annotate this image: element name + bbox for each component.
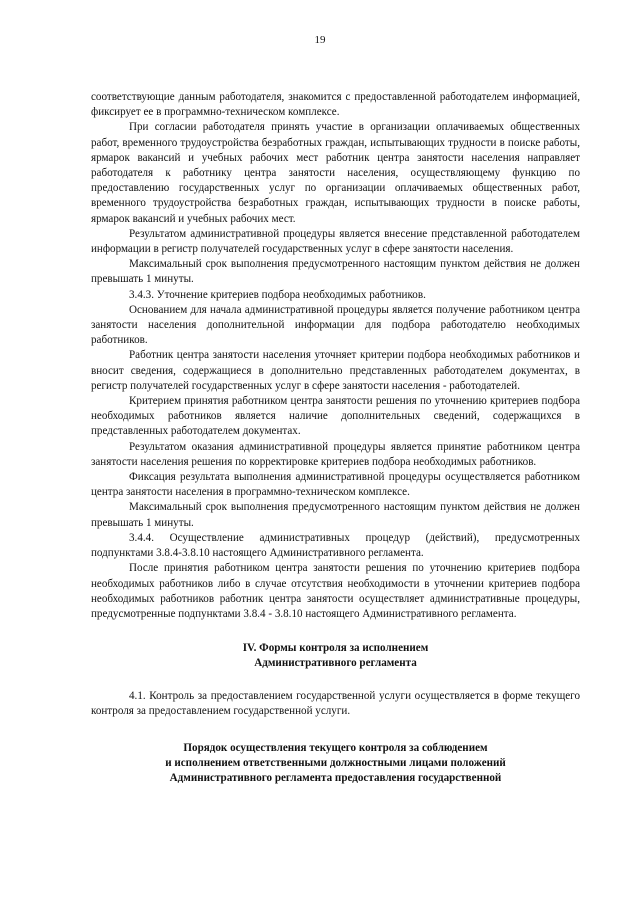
paragraph: После принятия работником центра занятости решения по уточнению критериев подбора необходимых работников либо в случае отсутствия необходимости в уточнении критериев подбора необходимых работников работник центра занятости осуществляет административные процедуры, предусмотренные подпунктами 3.8.4 - 3.8.10 настоящего Административного регламента. <box>91 562 580 620</box>
paragraph: 3.4.4. Осуществление административных процедур (действий), предусмотренных подпунктами 3.8.4-3.8.10 настоящего Административного регламента. <box>91 531 580 560</box>
paragraph: Фиксация результата выполнения административной процедуры осуществляется работником центра занятости населения в программно-техническом комплексе. <box>91 471 580 499</box>
subsection-heading-line: Административного регламента предоставления государственной <box>169 772 502 785</box>
paragraph-4-1: 4.1. Контроль за предоставлением государственной услуги осуществляется в форме текущего контроля за предоставлением государственной услуги. <box>91 689 580 717</box>
page-number: 19 <box>314 34 326 46</box>
paragraph: Результатом оказания административной процедуры является принятие работником центра занятости населения решения по корректировке критериев подбора необходимых работников. <box>91 440 580 468</box>
paragraph: соответствующие данным работодателя, знакомится с предоставленной работодателем информацией, фиксирует ее в программно-техническом комплексе. <box>91 91 580 119</box>
section-heading <box>91 641 580 671</box>
paragraph: При согласии работодателя принять участие в организации оплачиваемых общественных работ, временного трудоустройства безработных граждан, испытывающих трудности в поиске работы, ярмарок вакансий и учебных рабочих мест работник центра занятости населения направляет работодателя к работнику центра занятости населения, осуществляющему функцию по предоставлению государственных услуг по организации оплачиваемых общественных работ, временного трудоустройства безработных граждан, испытывающих трудности в поиске работы, ярмарок вакансий и учебных рабочих мест. <box>91 121 580 225</box>
paragraph: Критерием принятия работником центра занятости решения по уточнению критериев подбора необходимых работников является наличие дополнительных сведений, содержащихся в представленных работодателем документах. <box>91 395 580 438</box>
document-body <box>91 90 580 787</box>
paragraph: Максимальный срок выполнения предусмотренного настоящим пунктом действия не должен превышать 1 минуты. <box>91 501 580 529</box>
subsection-heading-line: Порядок осуществления текущего контроля за соблюдением <box>183 741 488 754</box>
paragraph-group <box>91 90 580 622</box>
paragraph: 3.4.3. Уточнение критериев подбора необходимых работников. <box>129 288 426 301</box>
paragraph: Работник центра занятости населения уточняет критерии подбора необходимых работников и вносит сведения, содержащиеся в дополнительно представленных работодателем документах, в регистр получателей государственных услуг в сфере занятости населения - работодателей. <box>91 349 580 392</box>
subsection-heading-line: и исполнением ответственными должностными лицами положений <box>165 757 506 770</box>
subsection-heading <box>91 741 580 787</box>
paragraph: Максимальный срок выполнения предусмотренного настоящим пунктом действия не должен превышать 1 минуты. <box>91 258 580 286</box>
paragraph: Основанием для начала административной процедуры является получение работником центра занятости населения дополнительной информации для подбора работодателю необходимых работников. <box>91 303 580 347</box>
section-heading-line: IV. Формы контроля за исполнением <box>242 642 429 655</box>
paragraph: Результатом административной процедуры является внесение представленной работодателем информации в регистр получателей государственных услуг в сфере занятости населения. <box>91 227 580 256</box>
section-heading-line: Административного регламента <box>254 657 417 670</box>
